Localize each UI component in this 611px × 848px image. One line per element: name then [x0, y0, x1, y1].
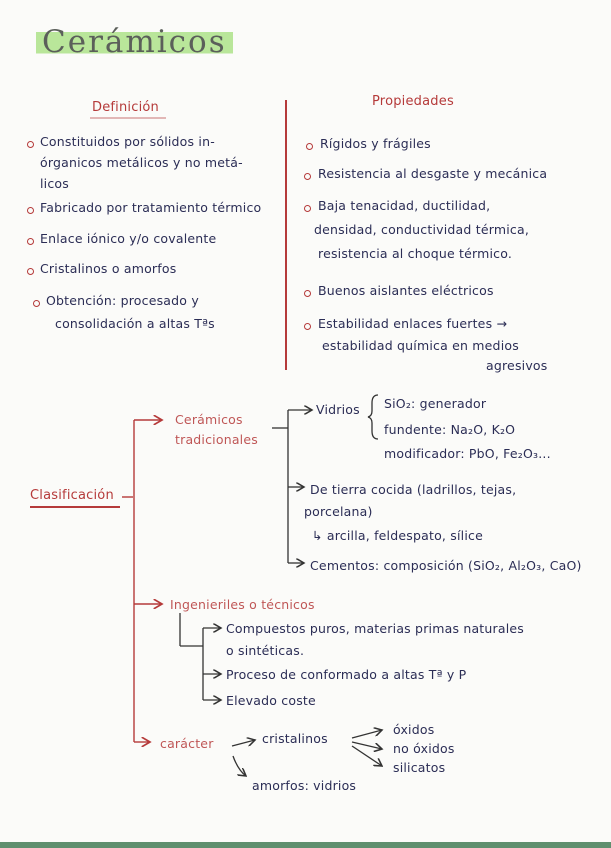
- ingenieriles-item-1-line-2: o sintéticas.: [226, 643, 305, 658]
- amorfos-vidrios: amorfos: vidrios: [252, 778, 357, 793]
- vidrios-fundente: fundente: Na₂O, K₂O: [384, 422, 516, 437]
- caracter-label: carácter: [160, 736, 214, 751]
- tierra-cocida-materials: ↳ arcilla, feldespato, sílice: [312, 528, 483, 543]
- clasificacion-underline: [30, 506, 120, 508]
- propiedades-item-3-line-2: densidad, conductividad térmica,: [314, 222, 529, 237]
- tierra-cocida-line-1: De tierra cocida (ladrillos, tejas,: [310, 482, 517, 497]
- propiedades-item-3-line-1: Baja tenacidad, ductilidad,: [318, 198, 491, 213]
- propiedades-item-5-line-1: Estabilidad enlaces fuertes →: [318, 316, 508, 331]
- propiedades-heading: Propiedades: [372, 94, 454, 109]
- definicion-item-2: Fabricado por tratamiento térmico: [40, 200, 262, 215]
- tradicionales-label-line-1: Cerámicos: [175, 412, 243, 427]
- cristalinos-no-oxidos: no óxidos: [393, 741, 455, 756]
- page-title: Cerámicos: [36, 24, 233, 60]
- propiedades-item-3-line-3: resistencia al choque térmico.: [318, 246, 513, 261]
- propiedades-item-2: Resistencia al desgaste y mecánica: [318, 166, 548, 181]
- definicion-item-3: Enlace iónico y/o covalente: [40, 231, 217, 246]
- tradicionales-label-line-2: tradicionales: [175, 432, 258, 447]
- cementos-composicion: Cementos: composición (SiO₂, Al₂O₃, CaO): [310, 558, 582, 573]
- ingenieriles-item-3: Elevado coste: [226, 693, 316, 708]
- definicion-item-4: Cristalinos o amorfos: [40, 261, 177, 276]
- page-bottom-edge: [0, 842, 611, 848]
- definicion-heading: Definición: [92, 100, 159, 115]
- clasificacion-label: Clasificación: [30, 488, 114, 503]
- definicion-item-1-line-3: licos: [40, 176, 69, 191]
- ingenieriles-item-2: Proceso de conformado a altas Tª y P: [226, 667, 467, 682]
- tierra-cocida-line-2: porcelana): [304, 504, 373, 519]
- propiedades-item-4: Buenos aislantes eléctricos: [318, 283, 494, 298]
- cristalinos-label: cristalinos: [262, 731, 328, 746]
- definicion-item-5-line-2: consolidación a altas Tªs: [55, 316, 215, 331]
- propiedades-item-1: Rígidos y frágiles: [320, 136, 431, 151]
- ingenieriles-label: Ingenieriles o técnicos: [170, 597, 315, 612]
- cristalinos-silicatos: silicatos: [393, 760, 446, 775]
- cristalinos-oxidos: óxidos: [393, 722, 435, 737]
- definicion-item-5-line-1: Obtención: procesado y: [46, 293, 199, 308]
- definicion-item-1-line-1: Constituidos por sólidos in-: [40, 134, 215, 149]
- definicion-item-1-line-2: órganicos metálicos y no metá-: [40, 155, 243, 170]
- vidrios-label: Vidrios: [316, 402, 360, 417]
- vidrios-modificador: modificador: PbO, Fe₂O₃...: [384, 446, 551, 461]
- ingenieriles-item-1-line-1: Compuestos puros, materias primas naturales: [226, 621, 525, 636]
- propiedades-item-5-line-3: agresivos: [486, 358, 548, 373]
- vidrios-generador: SiO₂: generador: [384, 396, 487, 411]
- propiedades-item-5-line-2: estabilidad química en medios: [322, 338, 519, 353]
